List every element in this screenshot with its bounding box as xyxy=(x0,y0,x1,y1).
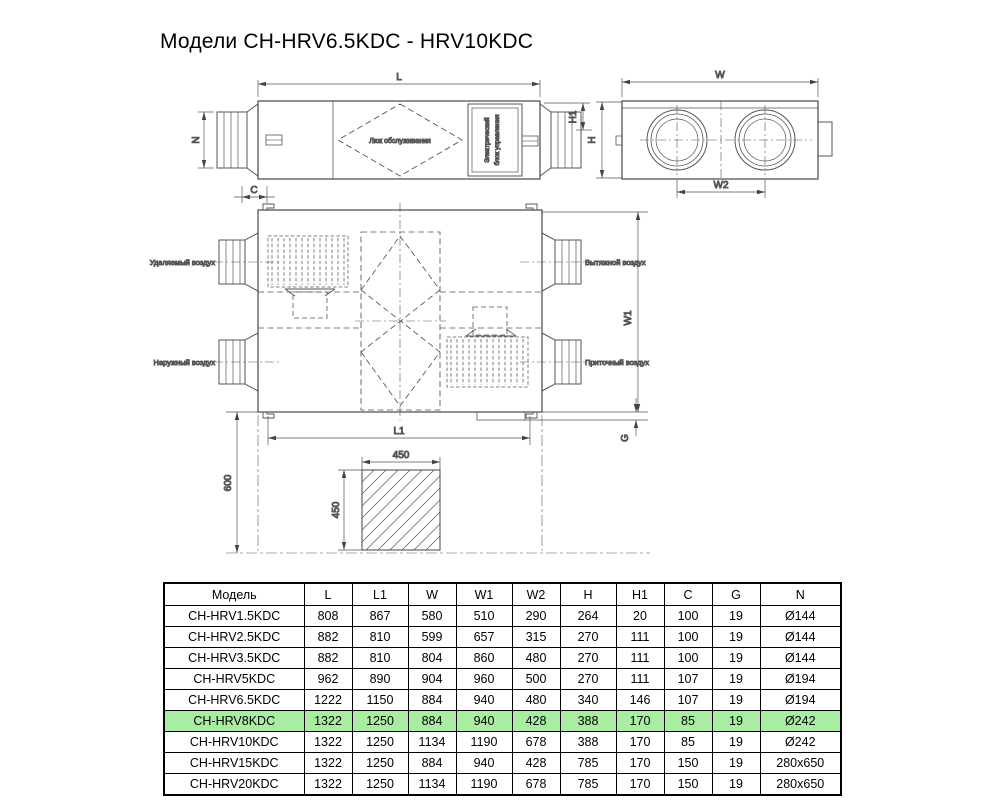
dim-value-cell: 882 xyxy=(304,648,352,669)
dim-value-cell: 678 xyxy=(512,774,560,796)
dim-value-cell: 1222 xyxy=(304,690,352,711)
dim-value-cell: 19 xyxy=(712,690,760,711)
dim-value-cell: 388 xyxy=(560,711,616,732)
dim-value-cell: 270 xyxy=(560,669,616,690)
dim-value-cell: 480 xyxy=(512,690,560,711)
dim-value-cell: 960 xyxy=(456,669,512,690)
end-view xyxy=(616,70,832,198)
fan-right xyxy=(466,307,516,336)
table-row xyxy=(164,627,841,648)
dim-value-cell: 19 xyxy=(712,606,760,627)
dim-value-cell: 264 xyxy=(560,606,616,627)
dim-value-cell: 111 xyxy=(616,669,664,690)
dim-value-cell: 19 xyxy=(712,732,760,753)
dim-value-cell: 1250 xyxy=(352,711,408,732)
dim-value-cell: 804 xyxy=(408,648,456,669)
dim-value-cell: 85 xyxy=(664,711,712,732)
air-label-supply-right: Приточный воздух xyxy=(585,358,649,367)
dim-450-top: 450 xyxy=(392,450,410,461)
electrical-box xyxy=(468,104,522,176)
col-header-W2: W2 xyxy=(512,583,560,606)
dim-value-cell: 100 xyxy=(664,648,712,669)
dim-value-cell: 20 xyxy=(616,606,664,627)
dim-L1: L1 xyxy=(393,426,405,437)
dim-value-cell: 1134 xyxy=(408,732,456,753)
dim-value-cell: Ø144 xyxy=(760,606,841,627)
dim-value-cell: Ø194 xyxy=(760,690,841,711)
dim-value-cell: 170 xyxy=(616,774,664,796)
service-hatch-label: Люк обслуживания xyxy=(369,138,431,145)
dim-value-cell: 1134 xyxy=(408,774,456,796)
page-title: Модели CH-HRV6.5KDC - HRV10KDC xyxy=(160,30,534,53)
electrical-box-label-2: блок управления xyxy=(494,114,501,166)
dim-value-cell: 150 xyxy=(664,753,712,774)
side-view xyxy=(191,72,622,203)
dim-C: C xyxy=(250,185,258,196)
col-header-L1: L1 xyxy=(352,583,408,606)
dim-H: H xyxy=(587,136,598,144)
model-cell: CH-HRV1.5KDC xyxy=(164,606,304,627)
dim-value-cell: 428 xyxy=(512,753,560,774)
service-hatch xyxy=(338,104,462,176)
col-header-C: C xyxy=(664,583,712,606)
filter-grid-right xyxy=(447,337,528,387)
air-label-extract-right: Вытяжной воздух xyxy=(585,258,646,267)
col-header-W1: W1 xyxy=(456,583,512,606)
model-cell: CH-HRV15KDC xyxy=(164,753,304,774)
dim-value-cell: 19 xyxy=(712,753,760,774)
dim-value-cell: 860 xyxy=(456,648,512,669)
dim-value-cell: 808 xyxy=(304,606,352,627)
dim-H1: H1 xyxy=(568,110,579,124)
dim-value-cell: Ø144 xyxy=(760,648,841,669)
model-cell: CH-HRV20KDC xyxy=(164,774,304,796)
dim-value-cell: 785 xyxy=(560,753,616,774)
table-row xyxy=(164,711,841,732)
dim-value-cell: 678 xyxy=(512,732,560,753)
dim-value-cell: 290 xyxy=(512,606,560,627)
dim-value-cell: 270 xyxy=(560,648,616,669)
dim-value-cell: 107 xyxy=(664,690,712,711)
dim-value-cell: 1250 xyxy=(352,774,408,796)
dim-G: G xyxy=(620,434,631,442)
table-row xyxy=(164,732,841,753)
dim-value-cell: 100 xyxy=(664,627,712,648)
dim-value-cell: 940 xyxy=(456,690,512,711)
dim-value-cell: 884 xyxy=(408,690,456,711)
dim-value-cell: Ø242 xyxy=(760,732,841,753)
air-label-exhaust-left: Удаляемый воздух xyxy=(149,258,215,267)
dim-value-cell: 810 xyxy=(352,627,408,648)
col-header-H1: H1 xyxy=(616,583,664,606)
dim-value-cell: 170 xyxy=(616,732,664,753)
dim-value-cell: 1250 xyxy=(352,732,408,753)
filter-grid-left xyxy=(268,236,348,287)
dim-value-cell: 1250 xyxy=(352,753,408,774)
dim-value-cell: 882 xyxy=(304,627,352,648)
table-row xyxy=(164,606,841,627)
table-row xyxy=(164,648,841,669)
dim-W1: W1 xyxy=(623,310,634,326)
dim-value-cell: 19 xyxy=(712,774,760,796)
clearance-detail xyxy=(223,412,650,553)
dim-value-cell: 1322 xyxy=(304,711,352,732)
model-cell: CH-HRV10KDC xyxy=(164,732,304,753)
table-header-row xyxy=(164,583,841,606)
dim-value-cell: 107 xyxy=(664,669,712,690)
dim-value-cell: 111 xyxy=(616,627,664,648)
col-header-N: N xyxy=(760,583,841,606)
dim-value-cell: 1190 xyxy=(456,774,512,796)
dim-W: W xyxy=(715,70,725,81)
dim-value-cell: 85 xyxy=(664,732,712,753)
dim-value-cell: 388 xyxy=(560,732,616,753)
dim-N: N xyxy=(191,136,202,144)
model-cell: CH-HRV3.5KDC xyxy=(164,648,304,669)
dim-value-cell: 810 xyxy=(352,648,408,669)
col-header-G: G xyxy=(712,583,760,606)
dim-value-cell: 1322 xyxy=(304,732,352,753)
dim-value-cell: 510 xyxy=(456,606,512,627)
dim-value-cell: 19 xyxy=(712,648,760,669)
col-header-W: W xyxy=(408,583,456,606)
dim-value-cell: 340 xyxy=(560,690,616,711)
dim-value-cell: 315 xyxy=(512,627,560,648)
table-body xyxy=(164,606,841,796)
dim-value-cell: 904 xyxy=(408,669,456,690)
dim-value-cell: 100 xyxy=(664,606,712,627)
dim-value-cell: 480 xyxy=(512,648,560,669)
dim-value-cell: 890 xyxy=(352,669,408,690)
air-label-fresh-left: Наружный воздух xyxy=(153,358,215,367)
mounting-pad xyxy=(362,470,440,550)
dimensions-table xyxy=(163,582,842,796)
dim-value-cell: Ø242 xyxy=(760,711,841,732)
dim-value-cell: 1322 xyxy=(304,753,352,774)
dim-value-cell: 111 xyxy=(616,648,664,669)
dim-W2: W2 xyxy=(713,180,729,191)
dim-value-cell: 599 xyxy=(408,627,456,648)
dim-value-cell: 428 xyxy=(512,711,560,732)
dim-value-cell: 19 xyxy=(712,711,760,732)
dim-value-cell: 500 xyxy=(512,669,560,690)
dim-value-cell: 785 xyxy=(560,774,616,796)
dim-value-cell: Ø194 xyxy=(760,669,841,690)
dim-value-cell: 1322 xyxy=(304,774,352,796)
table-row xyxy=(164,753,841,774)
dim-value-cell: 270 xyxy=(560,627,616,648)
fan-left xyxy=(285,289,335,318)
dim-value-cell: 19 xyxy=(712,627,760,648)
model-cell: CH-HRV2.5KDC xyxy=(164,627,304,648)
dim-value-cell: 170 xyxy=(616,753,664,774)
dim-value-cell: 19 xyxy=(712,669,760,690)
model-cell: CH-HRV8KDC xyxy=(164,711,304,732)
table-row xyxy=(164,669,841,690)
dim-value-cell: 1190 xyxy=(456,732,512,753)
dim-value-cell: 940 xyxy=(456,711,512,732)
dim-value-cell: 150 xyxy=(664,774,712,796)
dim-value-cell: 146 xyxy=(616,690,664,711)
col-header-model: Модель xyxy=(164,583,304,606)
table-row xyxy=(164,774,841,796)
dim-450-side: 450 xyxy=(331,501,342,519)
dim-value-cell: 867 xyxy=(352,606,408,627)
dim-value-cell: 170 xyxy=(616,711,664,732)
col-header-L: L xyxy=(304,583,352,606)
model-cell: CH-HRV5KDC xyxy=(164,669,304,690)
dim-value-cell: 940 xyxy=(456,753,512,774)
dim-value-cell: 884 xyxy=(408,711,456,732)
top-view xyxy=(150,203,650,445)
electrical-box-label-1: Электрический xyxy=(484,117,491,163)
dim-value-cell: 580 xyxy=(408,606,456,627)
dim-L: L xyxy=(396,72,402,83)
dim-value-cell: 657 xyxy=(456,627,512,648)
col-header-H: H xyxy=(560,583,616,606)
dim-value-cell: 280x650 xyxy=(760,753,841,774)
dim-value-cell: 962 xyxy=(304,669,352,690)
dim-value-cell: 1150 xyxy=(352,690,408,711)
dim-value-cell: 280x650 xyxy=(760,774,841,796)
dim-value-cell: 884 xyxy=(408,753,456,774)
dim-value-cell: Ø144 xyxy=(760,627,841,648)
model-cell: CH-HRV6.5KDC xyxy=(164,690,304,711)
dim-600: 600 xyxy=(223,474,234,492)
table-row xyxy=(164,690,841,711)
